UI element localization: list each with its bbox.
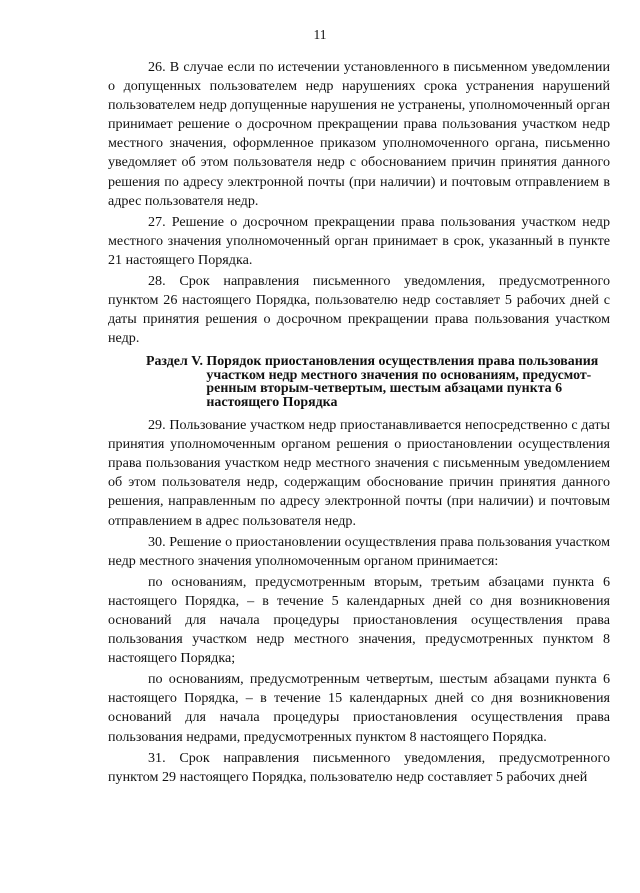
paragraph-30-item-1: по основаниям, предусмотренным вторым, третьим абзацами пункта 6 настоящего Порядка, – в течение 5 календарных дней со дня возникновения оснований для начала процедуры приостановления осуществления права пользования участком недр местного значения, предусмотренных пунктом 8 настоящего Порядка; xyxy=(108,573,610,667)
paragraph-30: 30. Решение о приостановлении осуществления права пользования участком недр местного значения уполномоченным органом принимается: xyxy=(108,533,610,569)
section-title: Порядок приостановления осуществления права пользования участком недр местного значения по основаниям, предусмот-ренным вторым-четвертым, шестым абзацами пункта 6 настоящего Порядка xyxy=(206,354,599,410)
paragraph-26: 26. В случае если по истечении установленного в письменном уведомлении о допущенных пользователем недр нарушениях срока устранения нарушений пользователем недр допущенные нарушения не устранены, уполномоченный орган принимает решение о досрочном прекращении права пользования участком недр местного значения, оформленное приказом уполномоченного органа, письменно уведомляет об этом пользователя недр с обоснованием причин принятия данного решения по адресу электронной почты (при наличии) и почтовым отправлением в адрес пользователя недр. xyxy=(108,59,610,209)
paragraph-31: 31. Срок направления письменного уведомления, предусмотренного пунктом 29 настоящего Порядка, пользователю недр составляет 5 рабочих дней xyxy=(108,749,610,785)
section-heading xyxy=(146,355,610,409)
paragraph-29: 29. Пользование участком недр приостанавливается непосредственно с даты принятия уполномоченным органом решения о приостановлении осуществления права пользования участком недр местного значения с письменным уведомлением об этом пользователя недр, содержащим обоснование причин принятия данного решения, направленным по адресу электронной почты (при наличии) и почтовым отправлением в адрес пользователя недр. xyxy=(108,417,610,529)
section-label: Раздел V. xyxy=(146,354,203,370)
document-body xyxy=(108,58,610,789)
paragraph-28: 28. Срок направления письменного уведомления, предусмотренного пунктом 26 настоящего Порядка, пользователю недр составляет 5 рабочих дней с даты принятия решения о досрочном прекращении права пользования участком недр. xyxy=(108,273,610,347)
paragraph-30-item-2: по основаниям, предусмотренным четвертым, шестым абзацами пункта 6 настоящего Порядка, – в течение 15 календарных дней со дня возникновения оснований для начала процедуры приостановления осуществления права пользования недрами, предусмотренных пунктом 8 настоящего Порядка. xyxy=(108,671,610,745)
page-number: 11 xyxy=(313,27,327,42)
paragraph-27: 27. Решение о досрочном прекращении права пользования участком недр местного значения уполномоченный орган принимает в срок, указанный в пункте 21 настоящего Порядка. xyxy=(108,213,610,268)
